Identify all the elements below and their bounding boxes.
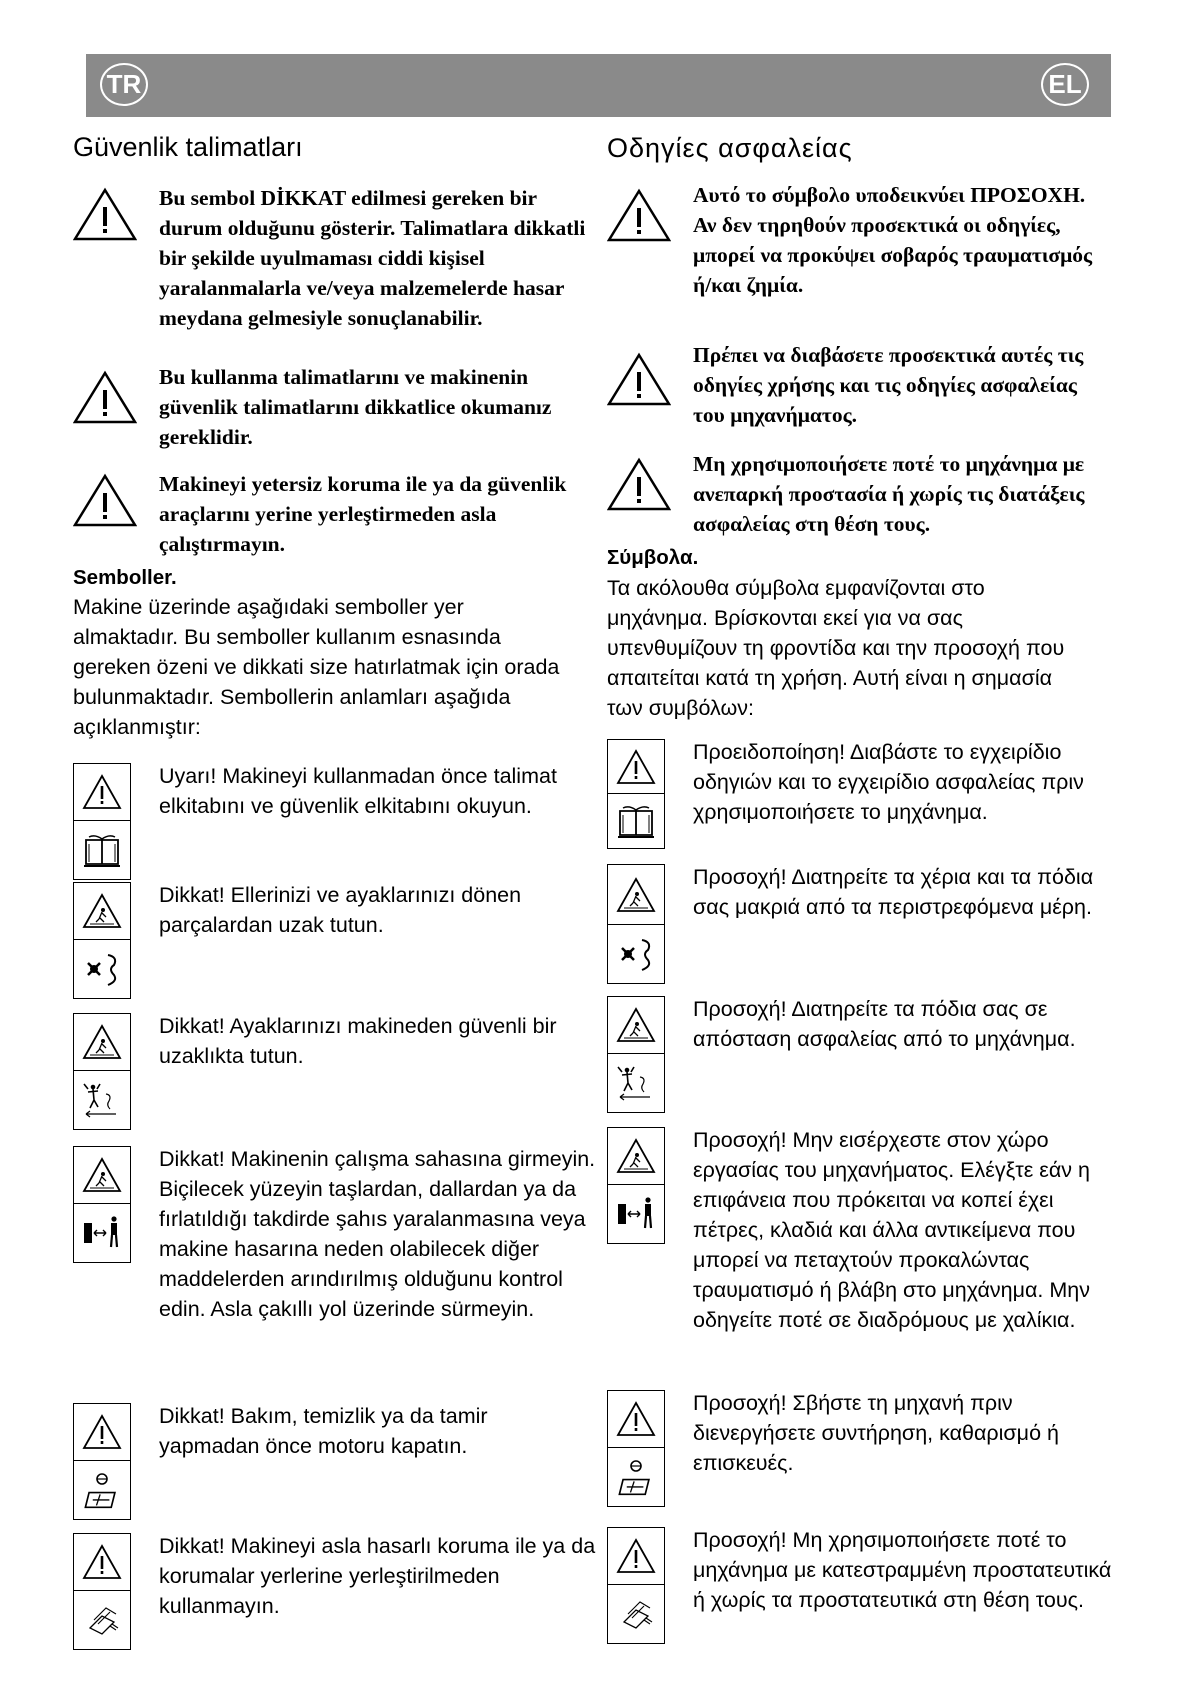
warning-triangle-icon [82, 1542, 122, 1582]
guard-icon [616, 1594, 656, 1634]
el-symbol-text: Προσοχή! Σβήστε τη μηχανή πριν διενεργήσετε συντήρηση, καθαρισμό ή επισκευές. [693, 1391, 1059, 1475]
symbol-box [607, 1527, 665, 1644]
tr-symbols-intro: Makine üzerinde aşağıdaki semboller yer almaktadır. Bu semboller kullanım esnasında gereken özeni ve dikkati size hatırlatmak için orada bulunmaktadır. Sembollerin anlamları aşağıda açıklanmıştır: [73, 595, 560, 739]
symbol-box [607, 864, 665, 984]
tr-symbol-text: Dikkat! Ellerinizi ve ayaklarınızı dönen parçalardan uzak tutun. [159, 883, 522, 937]
tr-warning-text: Bu kullanma talimatlarını ve makinenin güvenlik talimatlarını dikkatlice okumanız gereklidir. [159, 365, 552, 449]
el-warning-text: Πρέπει να διαβάσετε προσεκτικά αυτές τις οδηγίες χρήσης και τις οδηγίες ασφαλείας του μηχανήματος. [693, 343, 1084, 427]
symbol-box [607, 996, 665, 1113]
header-bar [86, 54, 1111, 117]
tr-symbol-text: Dikkat! Makinenin çalışma sahasına girmeyin. Biçilecek yüzeyin taşlardan, dallardan ya da fırlatıldığı takdirde şahıs yaralanmasına veya makine hasarına neden olabilecek diğer maddelerden arındırılmış olduğunu kontrol edin. Asla çakıllı yol üzerinde sürmeyin. [159, 1147, 596, 1321]
rotating-blade-icon [616, 934, 656, 974]
el-warning-text: Αυτό το σύμβολο υποδεικνύει ΠΡΟΣΟΧΗ. Αν δεν τηρηθούν προσεκτικά οι οδηγίες, μπορεί να προκύψει σοβαρός τραυματισμός ή/και ζημία. [693, 183, 1093, 297]
warning-triangle-icon [82, 772, 122, 812]
language-badge-tr: TR [100, 63, 148, 106]
keep-distance-icon [82, 1213, 122, 1253]
engine-off-icon [82, 1469, 122, 1487]
guard-icon [82, 1600, 122, 1640]
el-symbol-text: Προσοχή! Διατηρείτε τα πόδια σας σε απόσταση ασφαλείας από το μηχάνημα. [693, 997, 1076, 1051]
symbol-box [607, 739, 665, 849]
warning-triangle-icon [607, 352, 671, 406]
manual-book-icon [616, 801, 656, 841]
warning-triangle-icon [73, 473, 137, 527]
hand-hazard-triangle-icon [82, 891, 122, 931]
el-symbols-heading: Σύμβολα. [607, 546, 699, 569]
symbol-box [73, 882, 131, 999]
keep-distance-icon [616, 1194, 656, 1234]
thrown-object-triangle-icon [82, 1155, 122, 1195]
maintenance-manual-icon [616, 1474, 656, 1498]
maintenance-manual-icon [82, 1487, 122, 1511]
warning-triangle-icon [73, 187, 137, 241]
symbol-box [73, 1533, 131, 1650]
hand-hazard-triangle-icon [616, 875, 656, 915]
el-symbol-text: Προσοχή! Διατηρείτε τα χέρια και τα πόδια σας μακριά από τα περιστρεφόμενα μέρη. [693, 865, 1094, 919]
warning-triangle-icon [73, 370, 137, 424]
el-warning-text: Μη χρησιμοποιήσετε ποτέ το μηχάνημα με ανεπαρκή προστασία ή χωρίς τις διατάξεις ασφαλείας στη θέση τους. [693, 452, 1085, 536]
symbol-box [73, 1013, 131, 1130]
engine-off-icon [616, 1456, 656, 1474]
warning-triangle-icon [607, 457, 671, 511]
tr-title: Güvenlik talimatları [73, 132, 303, 162]
warning-triangle-icon [616, 1399, 656, 1439]
manual-book-icon [82, 830, 122, 870]
tr-symbol-text: Dikkat! Ayaklarınızı makineden güvenli bir uzaklıkta tutun. [159, 1014, 557, 1068]
el-symbol-text: Προσοχή! Μην εισέρχεστε στον χώρο εργασίας του μηχανήματος. Ελέγξτε εάν η επιφάνεια που πρόκειται να κοπεί έχει πέτρες, κλαδιά και άλλα αντικείμενα που μπορεί να πεταχτούν προκαλώντας τραυματισμό ή βλάβη στο μηχάνημα. Μην οδηγείτε ποτέ σε διαδρόμους με χαλίκια. [693, 1128, 1090, 1332]
rotating-blade-icon [82, 949, 122, 989]
foot-hazard-triangle-icon [82, 1022, 122, 1062]
warning-triangle-icon [616, 747, 656, 787]
keep-feet-away-icon [616, 1063, 656, 1103]
symbol-box [73, 1403, 131, 1520]
tr-warning-text: Makineyi yetersiz koruma ile ya da güvenlik araçlarını yerine yerleştirmeden asla çalıştırmayın. [159, 472, 567, 556]
symbol-box [607, 1127, 665, 1244]
el-symbol-text: Προειδοποίηση! Διαβάστε το εγχειρίδιο οδηγιών και το εγχειρίδιο ασφαλείας πριν χρησιμοποιήσετε το μηχάνημα. [693, 740, 1084, 824]
symbol-box [73, 763, 131, 880]
warning-triangle-icon [616, 1536, 656, 1576]
tr-symbol-text: Dikkat! Bakım, temizlik ya da tamir yapmadan önce motoru kapatın. [159, 1404, 488, 1458]
el-symbol-text: Προσοχή! Μη χρησιμοποιήσετε ποτέ το μηχάνημα με κατεστραμμένη προστατευτικά ή χωρίς τα προστατευτικά στη θέση τους. [693, 1528, 1112, 1612]
tr-symbol-text: Uyarı! Makineyi kullanmadan önce talimat elkitabını ve güvenlik elkitabını okuyun. [159, 764, 557, 818]
symbol-box [73, 1146, 131, 1263]
symbol-box [607, 1390, 665, 1507]
foot-hazard-triangle-icon [616, 1005, 656, 1045]
warning-triangle-icon [607, 188, 671, 242]
tr-symbols-heading: Semboller. [73, 566, 177, 589]
tr-symbol-text: Dikkat! Makineyi asla hasarlı koruma ile ya da korumalar yerlerine yerleştirilmeden kullanmayın. [159, 1534, 596, 1618]
el-symbols-intro: Τα ακόλουθα σύμβολα εμφανίζονται στο μηχάνημα. Βρίσκονται εκεί για να σας υπενθυμίζουν τη φροντίδα και την προσοχή που απαιτείται κατά τη χρήση. Αυτή είναι η σημασία των συμβόλων: [607, 576, 1065, 720]
tr-warning-text: Bu sembol DİKKAT edilmesi gereken bir durum olduğunu gösterir. Talimatlara dikkatli bir şekilde uyulmaması ciddi kişisel yaralanmalarla ve/veya malzemelerde hasar meydana gelmesiyle sonuçlanabilir. [159, 186, 586, 330]
language-badge-el: EL [1041, 63, 1089, 106]
el-title: Οδηγίες ασφαλείας [607, 133, 853, 163]
keep-feet-away-icon [82, 1080, 122, 1120]
warning-triangle-icon [82, 1412, 122, 1452]
thrown-object-triangle-icon [616, 1136, 656, 1176]
